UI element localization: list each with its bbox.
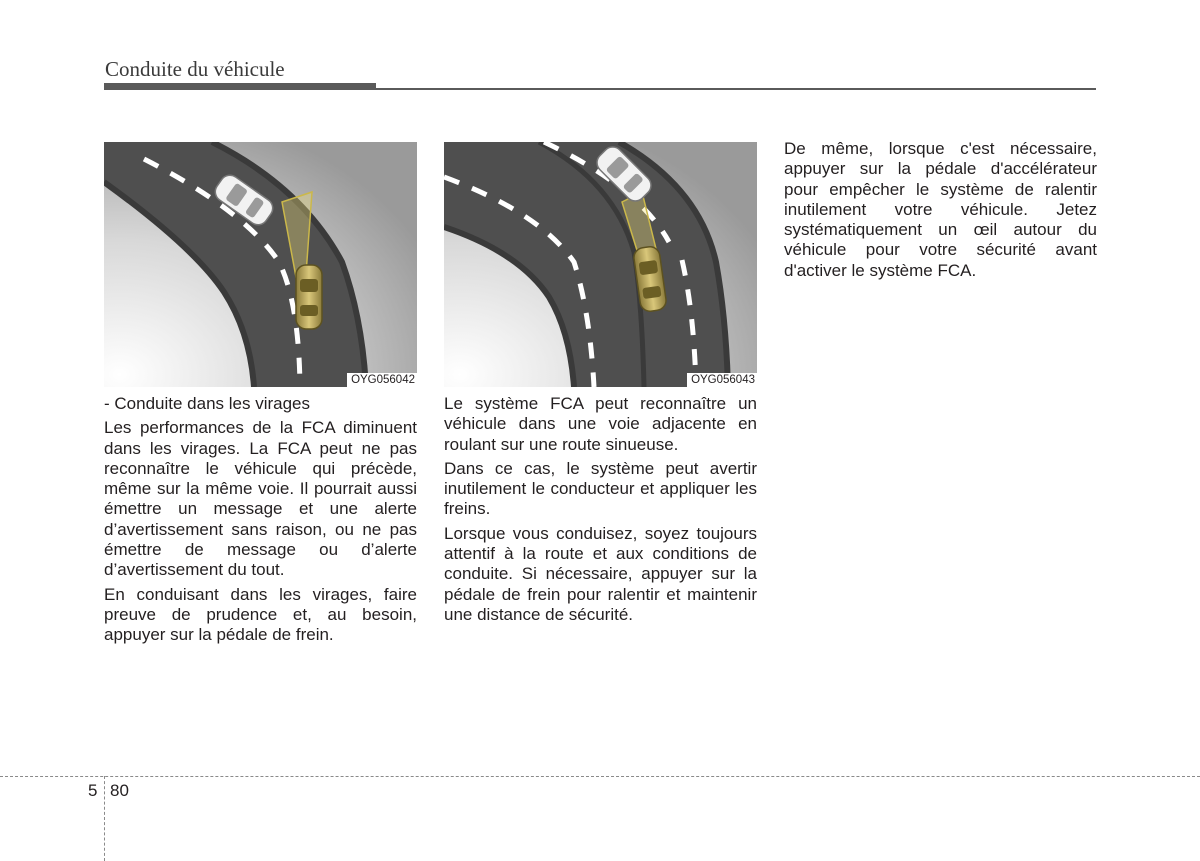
chapter-number: 5 — [88, 781, 98, 800]
footer-rule — [0, 776, 1200, 777]
text-column-2 — [444, 394, 757, 629]
figure-curve-single-lane — [104, 142, 417, 387]
figure-code: OYG056042 — [347, 373, 417, 387]
curve-road-illustration — [104, 142, 417, 387]
text-column-1 — [104, 394, 417, 650]
body-paragraph: Le système FCA peut reconnaître un véhicule dans une voie adjacente en roulant sur une route sinueuse. — [444, 394, 757, 454]
body-paragraph: De même, lorsque c'est nécessaire, appuyer sur la pédale d'accélérateur pour empêcher le système de ralentir inutilement votre véhicule. Jetez systématiquement un œil autour du véhicule pour votre sécurité avant d'activer le système FCA. — [784, 139, 1097, 280]
body-paragraph: Les performances de la FCA diminuent dans les virages. La FCA peut ne pas reconnaître le véhicule qui précède, même sur la même voie. Il pourrait aussi émettre un message et une alerte d’avertissement sans raison, ou ne pas émettre de message ou d’alerte d’avertissement du tout. — [104, 418, 417, 580]
body-paragraph: Lorsque vous conduisez, soyez toujours attentif à la route et aux conditions de conduite. Si nécessaire, appuyer sur la pédale de frein pour ralentir et maintenir une distance de sécurité. — [444, 523, 757, 624]
section-subheading: - Conduite dans les virages — [104, 394, 311, 413]
footer-margin-rule — [104, 776, 105, 861]
page-number: 80 — [110, 781, 129, 800]
header-rule-thin — [376, 88, 1096, 90]
body-paragraph: Dans ce cas, le système peut avertir inutilement le conducteur et appliquer les freins. — [444, 458, 757, 519]
figure-code: OYG056043 — [687, 373, 757, 387]
two-lane-curve-illustration — [444, 142, 757, 387]
header-rule-thick — [104, 83, 376, 90]
body-paragraph: En conduisant dans les virages, faire preuve de prudence et, au besoin, appuyer sur la pédale de frein. — [104, 584, 417, 645]
page-header-title: Conduite du véhicule — [105, 57, 285, 81]
figure-curve-adjacent-lane — [444, 142, 757, 387]
text-column-3 — [784, 139, 1097, 285]
ego-vehicle — [296, 265, 322, 329]
